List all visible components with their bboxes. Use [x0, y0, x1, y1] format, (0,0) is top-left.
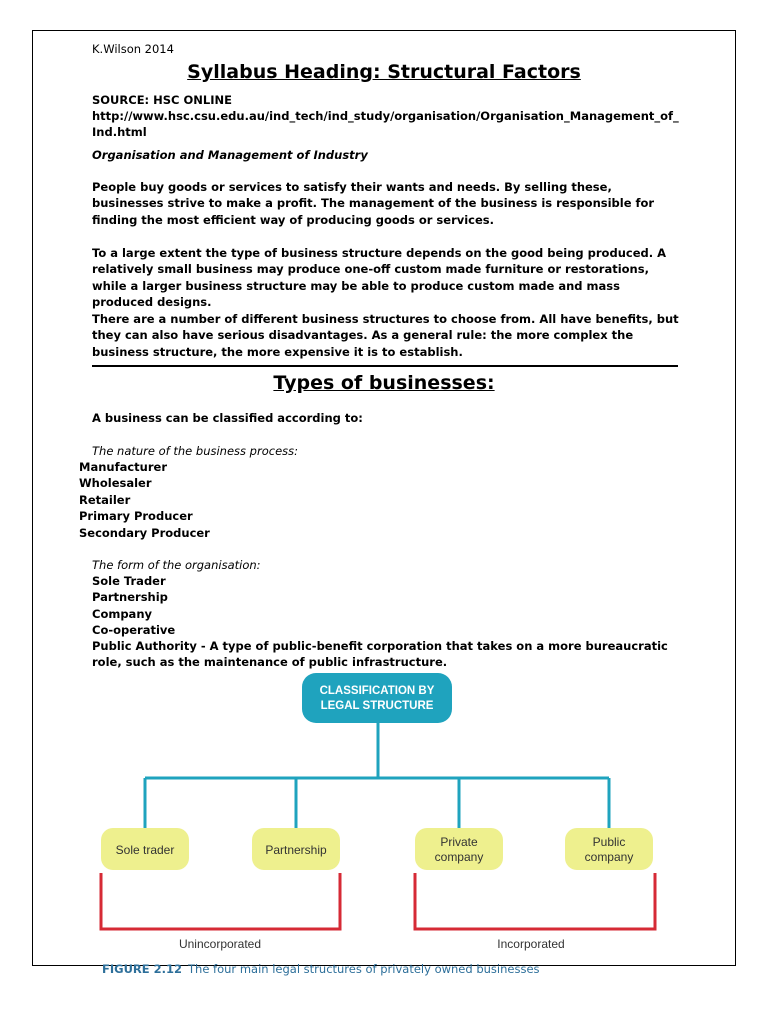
- list-item: Wholesaler: [79, 476, 152, 491]
- figure-caption: [102, 962, 540, 976]
- unincorporated-bracket: [101, 873, 340, 929]
- classification-intro: A business can be classified according to:: [92, 411, 363, 425]
- org-title: Organisation and Management of Industry: [92, 148, 368, 162]
- source-label: SOURCE: HSC ONLINE: [92, 93, 232, 107]
- root-node-label: LEGAL STRUCTURE: [320, 700, 434, 712]
- node-label-sole-trader: Sole trader: [115, 843, 175, 857]
- incorporated-bracket: [415, 873, 655, 929]
- root-node-label: CLASSIFICATION BY: [319, 685, 435, 697]
- list-item: Secondary Producer: [79, 525, 210, 540]
- figure-label: FIGURE 2.12: [102, 962, 183, 976]
- paragraph: People buy goods or services to satisfy their wants and needs. By selling these, businesses strive to make a profit. The management of the business is responsible for finding the most efficient way of producing goods or services.: [92, 180, 655, 227]
- list-item: Manufacturer: [79, 460, 167, 474]
- list-item: Primary Producer: [79, 509, 193, 524]
- root-node-box: [302, 673, 452, 723]
- group-label-incorporated: Incorporated: [497, 937, 565, 951]
- node-label-public-company: company: [584, 850, 634, 864]
- list-item: Sole Trader: [92, 574, 166, 588]
- list-item: Retailer: [79, 492, 131, 507]
- paragraph: To a large extent the type of business structure depends on the good being produced. A relatively small business may produce one-off custom made furniture or restorations, while a larger business structure may be able to produce custom made and mass produced designs.: [92, 246, 667, 310]
- node-label-private-company: Private: [440, 835, 478, 849]
- public-authority-text: Public Authority - A type of public-benefit corporation that takes on a more bureaucratic role, such as the maintenance of public infrastructure.: [92, 639, 668, 670]
- node-label-public-company: Public: [592, 835, 626, 849]
- figure-caption-text: The four main legal structures of privately owned businesses: [188, 962, 540, 976]
- list-item: Co-operative: [92, 623, 176, 638]
- paragraph: There are a number of different business structures to choose from. All have benefits, but they can also have serious disadvantages. As a general rule: the more complex the business structure, the more expensive it is to establish.: [92, 312, 679, 359]
- syllabus-heading: Syllabus Heading: Structural Factors: [187, 61, 581, 83]
- group-label-unincorporated: Unincorporated: [178, 937, 262, 951]
- form-title: The form of the organisation:: [92, 558, 261, 572]
- list-item: Company: [92, 606, 152, 621]
- list-item: Partnership: [92, 590, 168, 605]
- author-line: K.Wilson 2014: [92, 42, 174, 56]
- node-label-partnership: Partnership: [265, 843, 327, 857]
- source-url[interactable]: http://www.hsc.csu.edu.au/ind_tech/ind_study/organisation/Organisation_Management_of_Ind.html: [92, 109, 679, 140]
- connector-lines: [145, 722, 609, 828]
- types-heading: Types of businesses:: [273, 372, 495, 394]
- nature-title: The nature of the business process:: [92, 444, 299, 458]
- node-label-private-company: company: [434, 850, 484, 864]
